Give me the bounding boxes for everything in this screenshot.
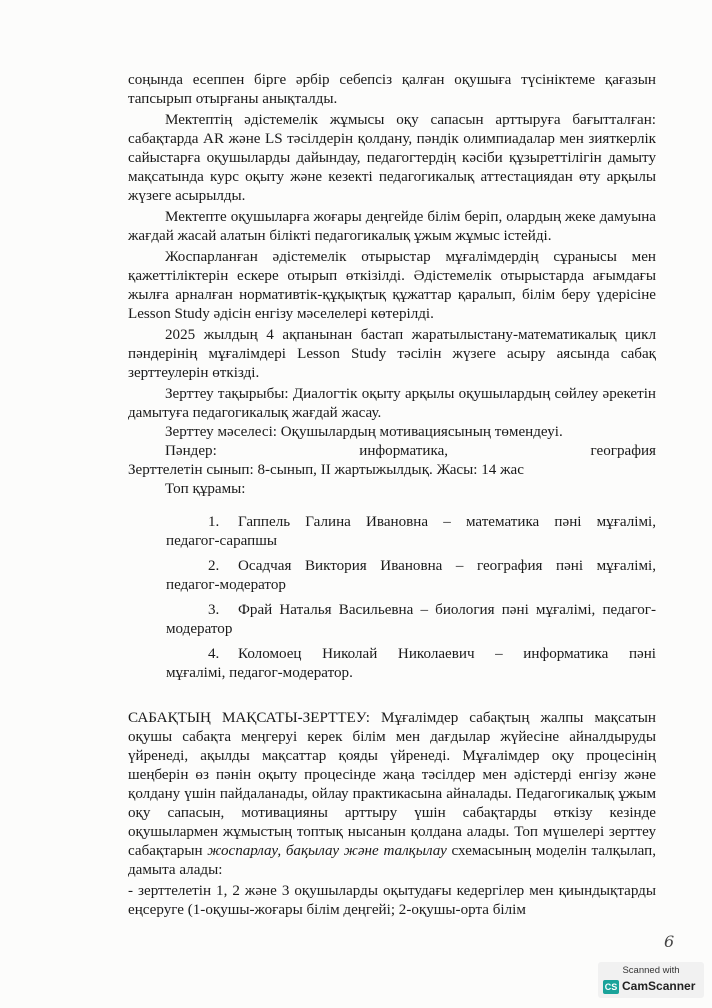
document-body (128, 71, 656, 920)
subjects-line (128, 442, 656, 461)
list-number: 3. (208, 602, 220, 618)
subjects-label: Пәндер: (165, 443, 217, 459)
goal-italic-text: жоспарлау, бақылау және талқылау (207, 843, 447, 859)
member-role: педагог-сарапшы (166, 533, 278, 549)
goal-text-end: схемасының моделін талқылап, дамыта алады: (128, 843, 656, 878)
camscanner-logo-icon: CS (604, 982, 618, 992)
team-heading: Топ құрамы: (165, 481, 246, 497)
list-number: 1. (208, 514, 220, 530)
member-name: Гаппель Галина Ивановна – математика пәні мұғалімі, (238, 514, 656, 530)
list-number: 2. (208, 558, 220, 574)
member-name: Коломоец Николай Николаевич – информатика пәні (238, 646, 656, 662)
member-role: мұғалімі, педагог-модератор. (166, 665, 353, 681)
paragraph: Мектептің әдістемелік жұмысы оқу сапасын арттыруға бағытталған: сабақтарда AR және LS тәсілдерін қолдану, пәндік олимпиадалар мен зияткерлік сайыстарға оқушыларды дайындау, педагогтердің кәсіби құзыреттілігін дамыту мақсатында курс оқыту және кезекті педагогикалық аттестациядан өту арқылы жүзеге асырылды. (128, 112, 656, 204)
list-item (128, 645, 656, 683)
watermark-caption: Scanned with (622, 965, 680, 976)
lesson-goal-section (128, 709, 656, 920)
camscanner-watermark (598, 962, 704, 998)
research-topic: Зерттеу тақырыбы: Диалогтік оқыту арқылы оқушылардың сөйлеу әрекетін дамытуға педагогикалық жағдай жасау. (128, 386, 656, 421)
lesson-goal-paragraph (128, 709, 656, 880)
list-item (128, 513, 656, 551)
member-name: Фрай Наталья Васильевна – биология пәні мұғалімі, педагог- (238, 602, 656, 618)
watermark-brand: CamScanner (622, 979, 696, 993)
paragraph: Мектепте оқушыларға жоғары деңгейде білім беріп, олардың жеке дамуына жағдай жасай алатын білікті педагогикалық ұжым жұмыс істейді. (128, 209, 656, 244)
list-number: 4. (208, 646, 220, 662)
research-class: Зерттелетін сынып: 8-сынып, ІІ жартыжылдық. Жасы: 14 жас (128, 462, 524, 478)
team-list (128, 513, 656, 683)
member-role: модератор (166, 621, 233, 637)
list-item (128, 601, 656, 639)
research-problem: Зерттеу мәселесі: Оқушылардың мотивациясының төмендеуі. (165, 424, 563, 440)
paragraph: соңында есеппен бірге әрбір себепсіз қалған оқушыға түсініктеме қағазын тапсырып отырғаны анықталды. (128, 72, 656, 107)
bullet-item: - зерттелетін 1, 2 және 3 оқушыларды оқытудағы кедергілер мен қиындықтарды еңсеруге (1-оқушы-жоғары білім деңгейі; 2-оқушы-орта білім (128, 883, 656, 918)
subject-item: информатика, (359, 443, 449, 459)
member-name: Осадчая Виктория Ивановна – география пәні мұғалімі, (238, 558, 656, 574)
paragraph: 2025 жылдың 4 ақпанынан бастап жаратылыстану-математикалық цикл пәндерінің мұғалімдері Lesson Study тәсілін жүзеге асыру аясында сабақ зерттеулерін өткізді. (128, 327, 656, 381)
paragraph: Жоспарланған әдістемелік отырыстар мұғалімдердің сұранысы мен қажеттіліктерін ескере отырып өткізілді. Әдістемелік отырыстарда ағымдағы жылға арналған нормативтік-құқықтық құжаттар қаралып, білім беру үдерісіне Lesson Study әдісін енгізу мәселелері көтерілді. (128, 249, 656, 322)
page-number: 6 (664, 932, 675, 951)
subject-item: география (590, 443, 656, 459)
member-role: педагог-модератор (166, 577, 286, 593)
goal-text: САБАҚТЫҢ МАҚСАТЫ-ЗЕРТТЕУ: Мұғалімдер сабақтың жалпы мақсатын оқушы сабақта меңгеруі керек білім мен дағдылар жүйесіне айналдыруды үйренеді, ақылды мақсаттар қояды үйренеді. Мұғалімдер оқу процесінің шеңберін өз пәнін оқыту процесінде жаңа тәсілдер мен әдістерді енгізу және қолдану үшін пайдаланады, ойлау практикасына айналады. Педагогикалық ұжым оқу сапасын, мотивацияны арттыру үшін сабақтарды өткізу кезінде оқушылармен жұмыстың топтық нысанын қолдана алады. Топ мүшелері зерттеу сабақтарын (128, 710, 656, 859)
list-item (128, 557, 656, 595)
